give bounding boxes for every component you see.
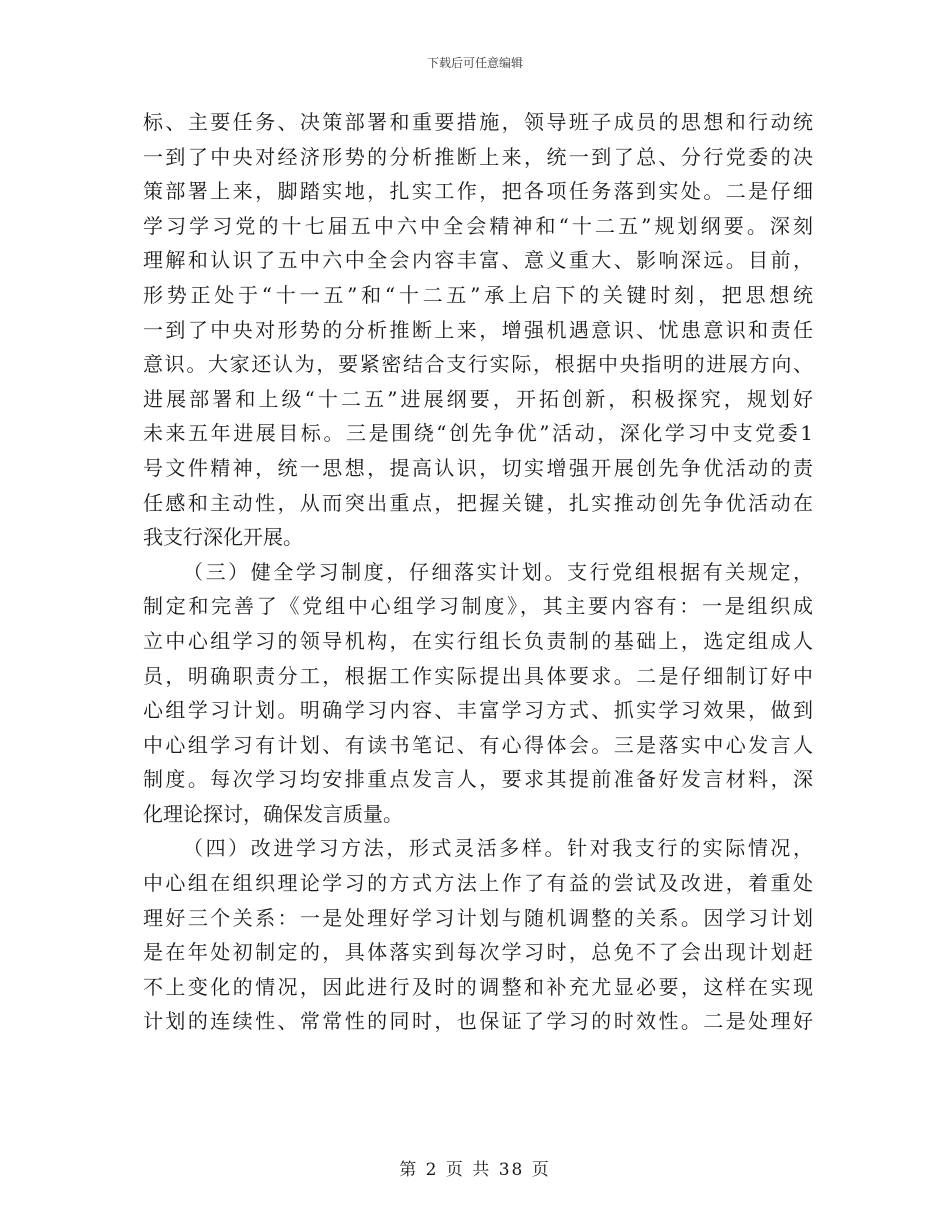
text-line: 标、主要任务、决策部署和重要措施，领导班子成员的思想和行动统 bbox=[143, 110, 813, 134]
text-line: 意识。大家还认为，要紧密结合支行实际，根据中央指明的进展方向、 bbox=[143, 352, 813, 377]
text-line: 不上变化的情况，因此进行及时的调整和补充尤显必要，这样在实现 bbox=[143, 974, 813, 999]
page-number: 第 2 页 共 38 页 bbox=[399, 1160, 551, 1180]
text-line: 一到了中央对形势的分析推断上来，增强机遇意识、忧患意识和责任 bbox=[143, 317, 813, 342]
text-line: 未来五年进展目标。三是围绕“创先争优”活动，深化学习中支党委1 bbox=[143, 421, 813, 446]
text-line: 一到了中央对经济形势的分析推断上来，统一到了总、分行党委的决 bbox=[143, 144, 813, 169]
text-line: 学习学习党的十七届五中六中全会精神和“十二五”规划纲要。深刻 bbox=[143, 213, 813, 238]
text-line: 形势正处于“十一五”和“十二五”承上启下的关键时刻，把思想统 bbox=[143, 282, 813, 307]
text-line: 计划的连续性、常常性的同时，也保证了学习的时效性。二是处理好 bbox=[143, 1009, 813, 1034]
section-heading-line: （四）改进学习方法，形式灵活多样。针对我支行的实际情况， bbox=[183, 836, 813, 861]
text-line: 我支行深化开展。 bbox=[143, 525, 303, 550]
page-header-note: 下载后可任意编辑 bbox=[426, 56, 523, 70]
text-line: 制度。每次学习均安排重点发言人，要求其提前准备好发言材料，深 bbox=[143, 767, 813, 792]
text-line: 策部署上来，脚踏实地，扎实工作，把各项任务落到实处。二是仔细 bbox=[143, 179, 813, 204]
text-line: 任感和主动性，从而突出重点，把握关键，扎实推动创先争优活动在 bbox=[143, 490, 813, 515]
text-line: 进展部署和上级“十二五”进展纲要，开拓创新，积极探究，规划好 bbox=[143, 386, 813, 411]
text-line: 心组学习计划。明确学习内容、丰富学习方式、抓实学习效果，做到 bbox=[143, 698, 813, 723]
section-heading-line: （三）健全学习制度，仔细落实计划。支行党组根据有关规定， bbox=[183, 559, 813, 584]
text-line: 员，明确职责分工，根据工作实际提出具体要求。二是仔细制订好中 bbox=[143, 663, 813, 688]
text-line: 化理论探讨，确保发言质量。 bbox=[143, 801, 403, 826]
text-line: 中心组在组织理论学习的方式方法上作了有益的尝试及改进，着重处 bbox=[143, 871, 813, 896]
text-line: 中心组学习有计划、有读书笔记、有心得体会。三是落实中心发言人 bbox=[143, 732, 813, 757]
text-line: 是在年处初制定的，具体落实到每次学习时，总免不了会出现计划赶 bbox=[143, 940, 813, 965]
text-line: 制定和完善了《党组中心组学习制度》，其主要内容有：一是组织成 bbox=[143, 594, 813, 619]
text-line: 理解和认识了五中六中全会内容丰富、意义重大、影响深远。目前， bbox=[143, 248, 813, 273]
document-body bbox=[143, 105, 813, 1039]
text-line: 理好三个关系：一是处理好学习计划与随机调整的关系。因学习计划 bbox=[143, 905, 813, 930]
text-line: 立中心组学习的领导机构，在实行组长负责制的基础上，选定组成人 bbox=[143, 628, 813, 653]
text-line: 号文件精神，统一思想，提高认识，切实增强开展创先争优活动的责 bbox=[143, 455, 813, 480]
